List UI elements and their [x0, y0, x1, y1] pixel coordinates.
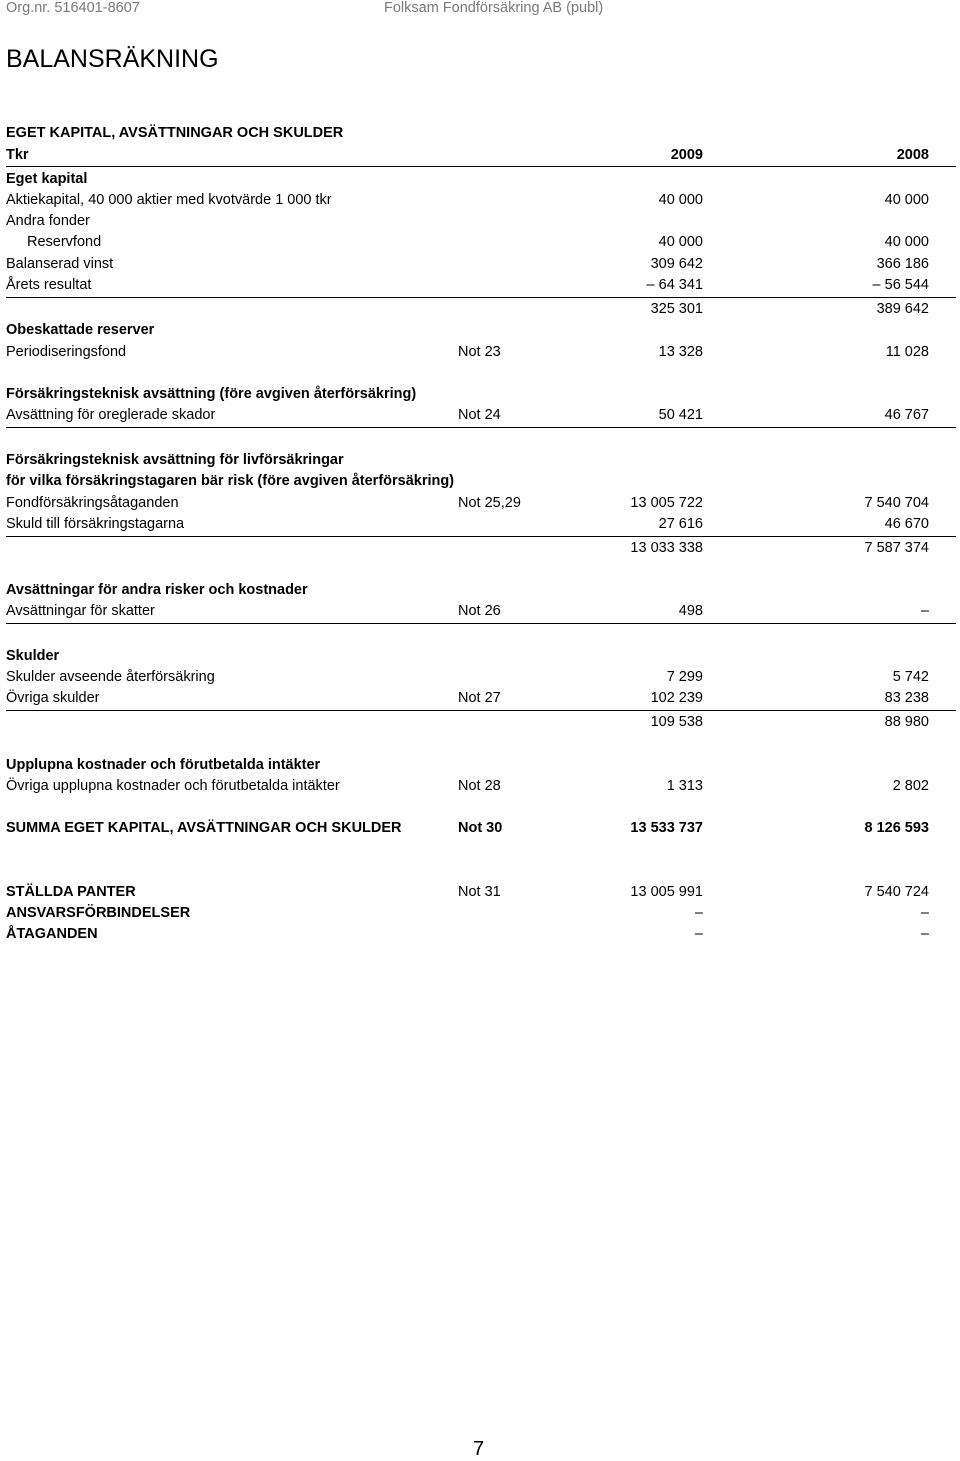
value-2009: – 64 341: [646, 277, 703, 293]
section-heading-label: Försäkringsteknisk avsättning för livförsäkringar: [6, 452, 344, 468]
row-label: Aktiekapital, 40 000 aktier med kvotvärde 1 000 tkr: [6, 192, 332, 208]
value-2009: 325 301: [650, 301, 703, 317]
table-row-reservfond: [6, 234, 956, 255]
table-row-eget-kapital-sum: [6, 301, 956, 322]
company-name: Folksam Fondförsäkring AB (publ): [384, 0, 604, 16]
eget-kapital-heading-label: Eget kapital: [6, 171, 88, 187]
value-2009: 7 299: [666, 669, 703, 685]
value-2009: 13 005 991: [630, 884, 703, 900]
value-2008: 8 126 593: [864, 820, 929, 836]
value-2009: –: [694, 905, 703, 921]
value-2008: – 56 544: [872, 277, 929, 293]
row-label: Avsättningar för skatter: [6, 603, 155, 619]
value-2008: 366 186: [876, 256, 929, 272]
value-2008: 2 802: [892, 778, 929, 794]
row-label: Periodiseringsfond: [6, 344, 127, 360]
note-ref: Not 26: [458, 603, 501, 619]
upplupna-heading: [6, 757, 956, 778]
table-row-balanserad-vinst: [6, 256, 956, 277]
value-2008: 7 540 704: [864, 495, 929, 511]
value-2008: –: [920, 926, 929, 942]
section-heading-label: för vilka försäkringstagaren bär risk (före avgiven återförsäkring): [6, 473, 455, 489]
value-2009: 102 239: [650, 690, 703, 706]
row-label: Skuld till försäkringstagarna: [6, 516, 185, 532]
value-2009: 27 616: [658, 516, 703, 532]
row-label: Reservfond: [27, 234, 102, 250]
column-header-row: [6, 147, 956, 168]
note-ref: Not 27: [458, 690, 501, 706]
value-2008: 40 000: [884, 192, 929, 208]
page-title: BALANSRÄKNING: [6, 45, 219, 73]
obeskattade-heading: [6, 322, 956, 343]
row-label: STÄLLDA PANTER: [6, 884, 136, 900]
value-2009: 40 000: [658, 234, 703, 250]
value-2009: 13 033 338: [630, 540, 703, 556]
value-2009: 109 538: [650, 714, 703, 730]
section-title: [6, 125, 956, 146]
table-row-ovriga-upplupna: [6, 778, 956, 799]
value-2008: –: [920, 603, 929, 619]
table-row-arets-resultat: [6, 277, 956, 298]
value-2009: 13 533 737: [630, 820, 703, 836]
table-row-skulder-sum: [6, 714, 956, 735]
table-row-skuld-forsakringstagarna: [6, 516, 956, 537]
section-heading-label: Avsättningar för andra risker och kostnader: [6, 582, 308, 598]
row-label: SUMMA EGET KAPITAL, AVSÄTTNINGAR OCH SKULDER: [6, 820, 402, 836]
table-row-ansvarsforbindelser: [6, 905, 956, 926]
row-label: Övriga upplupna kostnader och förutbetalda intäkter: [6, 778, 340, 794]
table-row-summa: [6, 820, 956, 841]
value-2009: 13 005 722: [630, 495, 703, 511]
table-row-fta-liv-sum: [6, 540, 956, 561]
row-label: Årets resultat: [6, 277, 92, 293]
section-title-label: EGET KAPITAL, AVSÄTTNINGAR OCH SKULDER: [6, 125, 344, 141]
page-number: 7: [473, 1438, 485, 1460]
value-2008: 7 587 374: [864, 540, 929, 556]
table-row-oreglerade-skador: [6, 407, 956, 428]
year-2008-header: 2008: [896, 147, 929, 163]
table-row-ovriga-skulder: [6, 690, 956, 711]
table-row-stallda-panter: [6, 884, 956, 905]
fta-liv-heading-1: [6, 452, 956, 473]
section-heading-label: Skulder: [6, 648, 60, 664]
unit-label: Tkr: [6, 147, 29, 163]
row-label: Skulder avseende återförsäkring: [6, 669, 215, 685]
row-label: ANSVARSFÖRBINDELSER: [6, 905, 191, 921]
table-row-aktiekapital: [6, 192, 956, 213]
row-label: ÅTAGANDEN: [6, 926, 98, 942]
value-2008: 11 028: [885, 344, 929, 360]
note-ref: Not 23: [458, 344, 501, 360]
row-label: Övriga skulder: [6, 690, 100, 706]
header-rule: [6, 166, 956, 167]
table-row-fondforsakring: [6, 495, 956, 516]
row-label: Balanserad vinst: [6, 256, 114, 272]
note-ref: Not 31: [458, 884, 501, 900]
value-2008: 88 980: [884, 714, 929, 730]
andra-fonder-heading: [6, 213, 956, 234]
value-2008: 5 742: [892, 669, 929, 685]
section-heading-label: Försäkringsteknisk avsättning (före avgiven återförsäkring): [6, 386, 417, 402]
subtotal-rule: [6, 536, 956, 537]
value-2009: 50 421: [658, 407, 703, 423]
eget-kapital-heading: [6, 171, 956, 192]
section-heading-label: Upplupna kostnader och förutbetalda intäkter: [6, 757, 321, 773]
value-2008: 7 540 724: [864, 884, 929, 900]
value-2008: 46 670: [884, 516, 929, 532]
section-heading-label: Obeskattade reserver: [6, 322, 155, 338]
fta-fore-heading: [6, 386, 956, 407]
value-2008: 40 000: [884, 234, 929, 250]
table-row-periodiseringsfond: [6, 344, 956, 365]
org-number: Org.nr. 516401-8607: [6, 0, 140, 16]
row-label: Avsättning för oreglerade skador: [6, 407, 216, 423]
andra-risker-heading: [6, 582, 956, 603]
row-label: Fondförsäkringsåtaganden: [6, 495, 179, 511]
value-2009: 13 328: [658, 344, 703, 360]
value-2009: 40 000: [658, 192, 703, 208]
note-ref: Not 30: [458, 820, 503, 836]
note-ref: Not 25,29: [458, 495, 521, 511]
value-2008: 389 642: [876, 301, 929, 317]
skulder-heading: [6, 648, 956, 669]
value-2009: 1 313: [666, 778, 703, 794]
note-ref: Not 28: [458, 778, 501, 794]
table-row-skulder-aterforsakring: [6, 669, 956, 690]
value-2009: 498: [678, 603, 703, 619]
fta-liv-heading-2: [6, 473, 956, 494]
row-label: Andra fonder: [6, 213, 90, 229]
value-2008: –: [920, 905, 929, 921]
section-rule: [6, 427, 956, 428]
value-2009: 309 642: [650, 256, 703, 272]
subtotal-rule: [6, 710, 956, 711]
value-2008: 83 238: [884, 690, 929, 706]
table-row-avsattningar-skatter: [6, 603, 956, 624]
subtotal-rule: [6, 297, 956, 298]
note-ref: Not 24: [458, 407, 501, 423]
value-2008: 46 767: [884, 407, 929, 423]
value-2009: –: [694, 926, 703, 942]
section-rule: [6, 623, 956, 624]
table-row-ataganden: [6, 926, 956, 947]
year-2009-header: 2009: [670, 147, 703, 163]
